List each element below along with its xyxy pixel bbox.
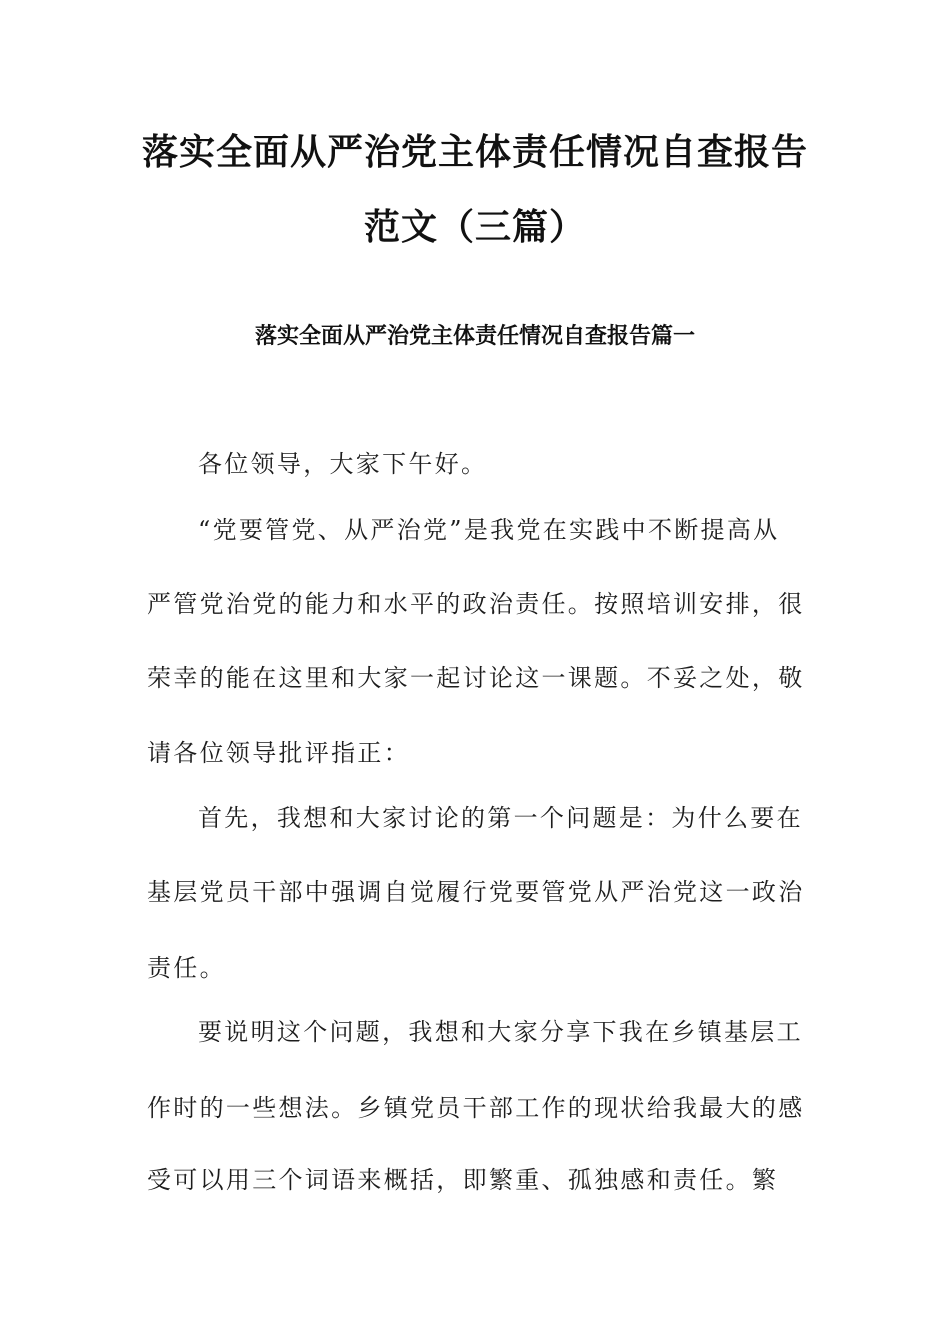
body-line-4: 荣幸的能在这里和大家一起讨论这一课题。不妥之处，敬	[147, 664, 805, 692]
body-line-3: 严管党治党的能力和水平的政治责任。按照培训安排，很	[147, 590, 805, 618]
document-title-line-1: 落实全面从严治党主体责任情况自查报告	[141, 132, 808, 173]
body-line-10: 作时的一些想法。乡镇党员干部工作的现状给我最大的感	[147, 1094, 805, 1122]
body-line-6: 首先，我想和大家讨论的第一个问题是：为什么要在	[198, 804, 803, 832]
body-line-7: 基层党员干部中强调自觉履行党要管党从严治党这一政治	[147, 878, 805, 906]
document-title-line-2: 范文（三篇）	[363, 207, 586, 248]
body-line-11: 受可以用三个词语来概括，即繁重、孤独感和责任。繁	[147, 1166, 779, 1194]
section-heading: 落实全面从严治党主体责任情况自查报告篇一	[254, 324, 695, 349]
body-line-2: “党要管党、从严治党”是我党在实践中不断提高从	[198, 516, 780, 544]
body-line-5: 请各位领导批评指正：	[147, 739, 410, 767]
body-line-1: 各位领导，大家下午好。	[198, 450, 488, 478]
body-line-9: 要说明这个问题，我想和大家分享下我在乡镇基层工	[198, 1018, 803, 1046]
body-line-8: 责任。	[147, 954, 226, 982]
